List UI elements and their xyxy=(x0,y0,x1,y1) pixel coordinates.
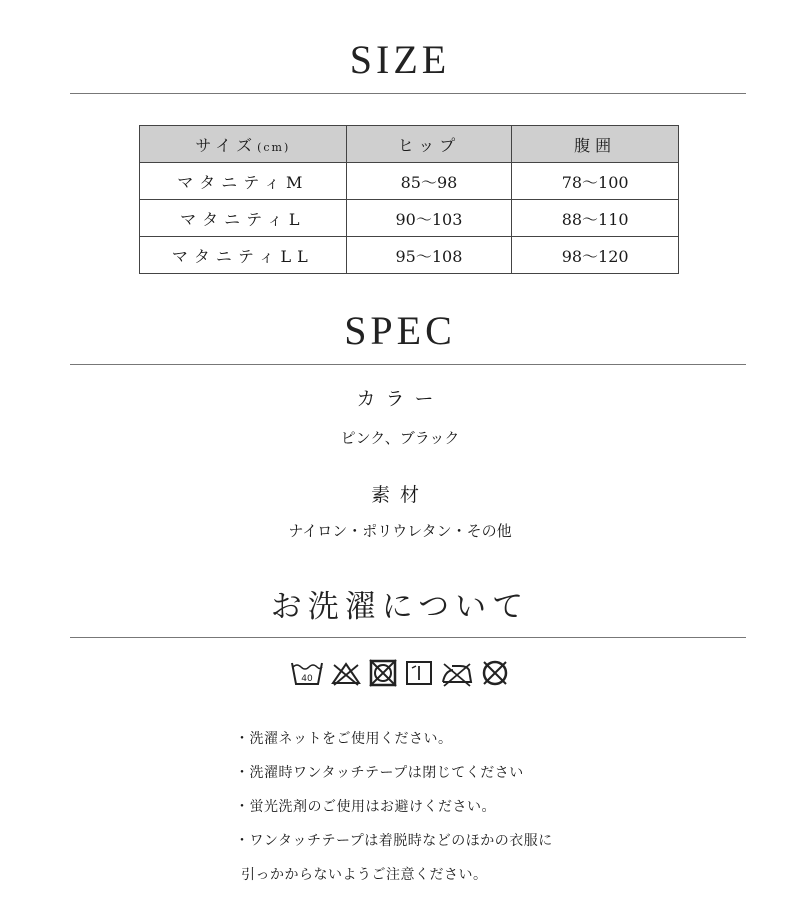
care-icons-row xyxy=(0,658,800,688)
waist-cell: 78～100 xyxy=(512,163,679,200)
hip-cell: 90～103 xyxy=(346,200,512,237)
size-cell: マタニティLL xyxy=(140,237,347,274)
size-heading: SIZE xyxy=(349,37,451,82)
care-notes xyxy=(235,722,755,892)
waist-cell: 98～120 xyxy=(512,237,679,274)
header-waist: 腹囲 xyxy=(512,126,679,163)
no-iron-icon xyxy=(440,658,474,688)
size-divider xyxy=(70,93,746,94)
size-cell: マタニティL xyxy=(140,200,347,237)
no-tumble-dry-icon xyxy=(368,658,398,688)
care-note: ・蛍光洗剤のご使用はお避けください。 xyxy=(235,799,496,815)
wash-40-icon xyxy=(290,658,324,688)
care-heading: お洗濯について xyxy=(270,589,530,625)
table-row xyxy=(140,200,679,237)
header-size-label: サイズ xyxy=(195,135,258,155)
no-chlorine-bleach-icon xyxy=(330,658,362,688)
no-dry-clean-icon xyxy=(480,658,510,688)
size-table xyxy=(139,125,679,274)
material-value: ナイロン・ポリウレタン・その他 xyxy=(288,522,512,540)
size-cell: マタニティM xyxy=(140,163,347,200)
material-label: 素材 xyxy=(370,484,429,506)
wash-temp: 40 xyxy=(301,674,313,684)
care-note: ・ワンタッチテープは着脱時などのほかの衣服に xyxy=(235,833,553,849)
table-row xyxy=(140,237,679,274)
color-value: ピンク、ブラック xyxy=(340,429,460,447)
hip-cell: 95～108 xyxy=(346,237,512,274)
header-size xyxy=(140,126,347,163)
size-table-header-row xyxy=(140,126,679,163)
color-label: カラー xyxy=(356,388,444,410)
spec-divider xyxy=(70,364,746,365)
care-divider xyxy=(70,637,746,638)
hip-cell: 85～98 xyxy=(346,163,512,200)
spec-heading: SPEC xyxy=(344,308,456,353)
care-note: 引っかからないようご注意ください。 xyxy=(241,867,488,883)
care-note: ・洗濯ネットをご使用ください。 xyxy=(235,731,453,747)
table-row xyxy=(140,163,679,200)
care-note: ・洗濯時ワンタッチテープは閉じてください xyxy=(235,765,524,781)
header-hip: ヒップ xyxy=(346,126,512,163)
header-unit: (cm) xyxy=(257,140,291,154)
waist-cell: 88～110 xyxy=(512,200,679,237)
line-dry-icon xyxy=(404,658,434,688)
